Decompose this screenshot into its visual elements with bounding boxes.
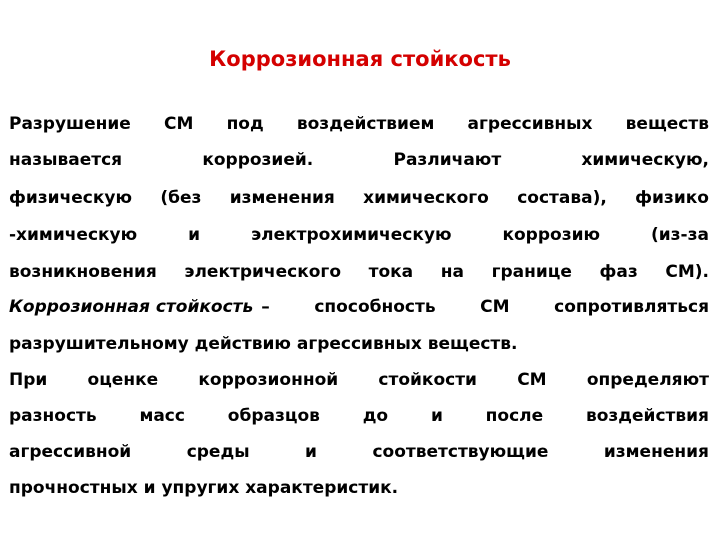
- word: физическую: [9, 188, 132, 208]
- word: Разрушение: [9, 114, 131, 134]
- text-line-10: [9, 437, 709, 467]
- slide-title: Коррозионная стойкость: [209, 47, 511, 71]
- word: физико: [635, 188, 709, 208]
- text-line-11: прочностных и упругих характеристик.: [9, 478, 399, 498]
- word: определяют: [586, 370, 709, 390]
- word: При: [9, 370, 48, 390]
- word: под: [226, 114, 264, 134]
- text-line-5: [9, 257, 709, 287]
- word: и: [430, 406, 443, 426]
- text-line-2: [9, 145, 709, 175]
- word: химическую,: [581, 150, 709, 170]
- word: фаз: [599, 262, 638, 282]
- word: -химическую: [9, 225, 138, 245]
- word: до: [362, 406, 389, 426]
- text-line-7: разрушительному действию агрессивных веществ.: [9, 334, 518, 354]
- text-line-8: [9, 365, 709, 395]
- word: возникновения: [9, 262, 157, 282]
- word: коррозию: [502, 225, 601, 245]
- word: Различают: [393, 150, 502, 170]
- word: разность: [9, 406, 97, 426]
- word: веществ: [625, 114, 709, 134]
- word: границе: [491, 262, 572, 282]
- word: изменения: [229, 188, 335, 208]
- word: состава),: [517, 188, 607, 208]
- word: способность: [314, 297, 436, 317]
- text-line-4: [9, 220, 709, 250]
- word: на: [440, 262, 464, 282]
- word: агрессивных: [467, 114, 593, 134]
- term-corrosion-resistance: Коррозионная стойкость: [9, 297, 254, 317]
- word: называется: [9, 150, 123, 170]
- word: и: [305, 442, 317, 462]
- word: соответствующие: [372, 442, 549, 462]
- word: оценке: [87, 370, 159, 390]
- word: СМ: [480, 297, 510, 317]
- text-line-1: [9, 109, 709, 139]
- word: изменения: [603, 442, 709, 462]
- word: воздействием: [296, 114, 435, 134]
- word: коррозией.: [202, 150, 314, 170]
- word: СМ: [517, 370, 547, 390]
- word: –: [261, 297, 270, 317]
- word: тока: [368, 262, 414, 282]
- word: (без: [160, 188, 202, 208]
- word: (из-за: [651, 225, 709, 245]
- word: электрического: [184, 262, 341, 282]
- word: коррозионной: [198, 370, 339, 390]
- word: масс: [139, 406, 185, 426]
- word: сопротивляться: [554, 297, 709, 317]
- word: химического: [363, 188, 489, 208]
- definition: [261, 292, 709, 322]
- word: воздействия: [585, 406, 709, 426]
- word: и: [188, 225, 201, 245]
- word: стойкости: [378, 370, 477, 390]
- text-line-3: [9, 183, 709, 213]
- word: агрессивной: [9, 442, 132, 462]
- word: СМ: [164, 114, 194, 134]
- word: СМ).: [665, 262, 709, 282]
- word: среды: [186, 442, 250, 462]
- word: образцов: [227, 406, 320, 426]
- word: после: [485, 406, 544, 426]
- text-line-6: [9, 292, 709, 322]
- text-line-9: [9, 401, 709, 431]
- word: электрохимическую: [251, 225, 452, 245]
